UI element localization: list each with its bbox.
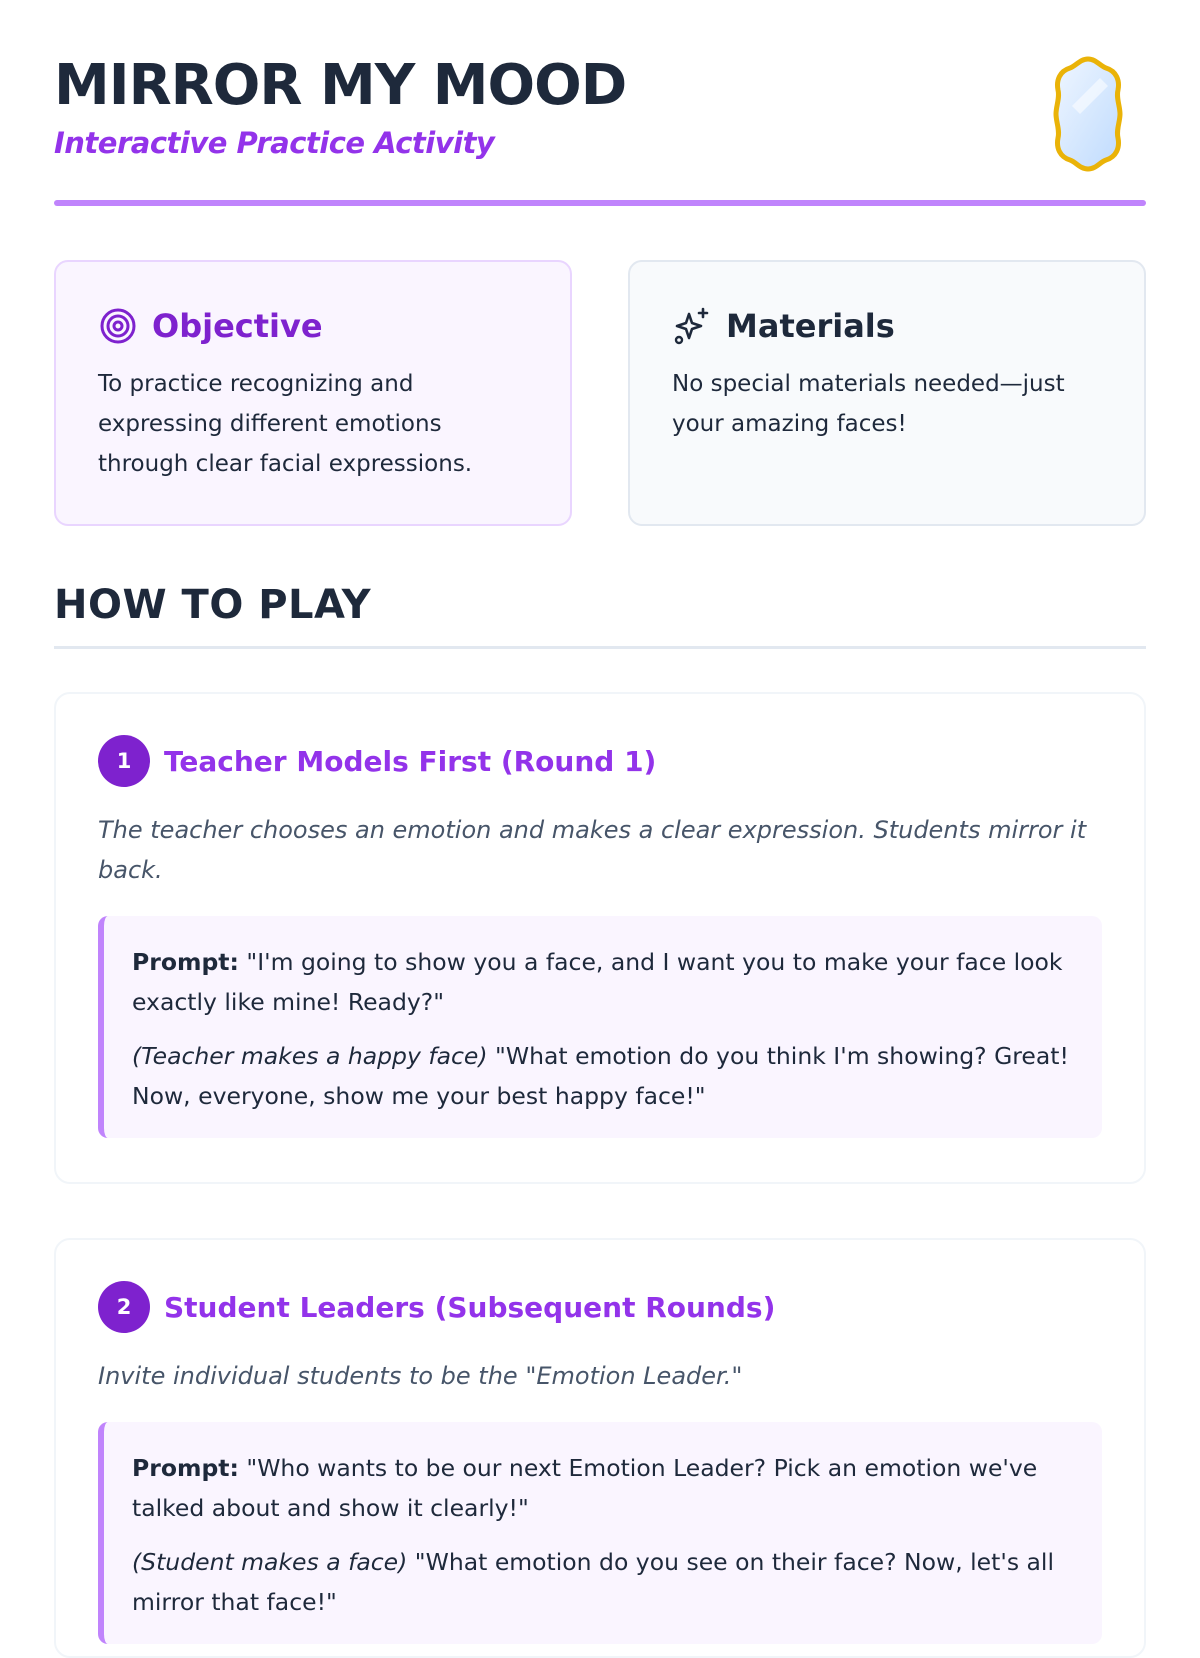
- header-divider: [54, 200, 1146, 206]
- materials-card-header: [672, 304, 1104, 348]
- step-header: [98, 1280, 1102, 1334]
- prompt-label: Prompt:: [132, 1454, 239, 1482]
- prompt-follow-text: "What emotion do you see on their face? Now, let's all mirror that face!": [132, 1548, 1054, 1616]
- prompt-action: (Student makes a face): [132, 1548, 408, 1576]
- page-header: [54, 0, 1146, 208]
- materials-text: No special materials needed—just your amazing faces!: [672, 371, 1065, 437]
- step-description: Invite individual students to be the "Emotion Leader.": [98, 1362, 743, 1390]
- activity-sheet: [54, 0, 1146, 1616]
- info-cards: [54, 260, 1146, 526]
- prompt-follow-text: "What emotion do you think I'm showing? Great! Now, everyone, show me your best happy face!": [132, 1042, 1069, 1110]
- sparkles-icon: [672, 306, 712, 346]
- step-description: The teacher chooses an emotion and makes a clear expression. Students mirror it back.: [98, 816, 1087, 884]
- section-title: HOW TO PLAY: [54, 582, 372, 628]
- step-card-2: [54, 1238, 1146, 1658]
- objective-title: Objective: [152, 307, 323, 345]
- step-title: Teacher Models First (Round 1): [164, 744, 657, 778]
- materials-card: [628, 260, 1146, 526]
- prompt-box: [98, 916, 1102, 1138]
- prompt-follow-line: [132, 1542, 1072, 1622]
- prompt-box: [98, 1422, 1102, 1644]
- page-subtitle: Interactive Practice Activity: [54, 126, 495, 160]
- objective-card: [54, 260, 572, 526]
- prompt-text: "I'm going to show you a face, and I want you to make your face look exactly like mine! Ready?": [132, 948, 1063, 1016]
- prompt-line: [132, 1448, 1072, 1528]
- prompt-action: (Teacher makes a happy face): [132, 1042, 488, 1070]
- step-card-1: [54, 692, 1146, 1184]
- materials-title: Materials: [726, 307, 895, 345]
- objective-text: To practice recognizing and expressing different emotions through clear facial expressions.: [98, 371, 473, 477]
- section-divider: [54, 646, 1146, 649]
- page-title: MIRROR MY MOOD: [54, 53, 627, 118]
- step-header: [98, 734, 1102, 788]
- step-number-badge: 1: [98, 735, 150, 787]
- mirror-icon: [1052, 56, 1124, 172]
- step-title: Student Leaders (Subsequent Rounds): [164, 1290, 776, 1324]
- step-number-badge: 2: [98, 1281, 150, 1333]
- target-icon: [98, 306, 138, 346]
- prompt-text: "Who wants to be our next Emotion Leader? Pick an emotion we've talked about and show it clearly!": [132, 1454, 1038, 1522]
- prompt-line: [132, 942, 1072, 1022]
- prompt-label: Prompt:: [132, 948, 239, 976]
- prompt-follow-line: [132, 1036, 1072, 1116]
- objective-card-header: [98, 304, 530, 348]
